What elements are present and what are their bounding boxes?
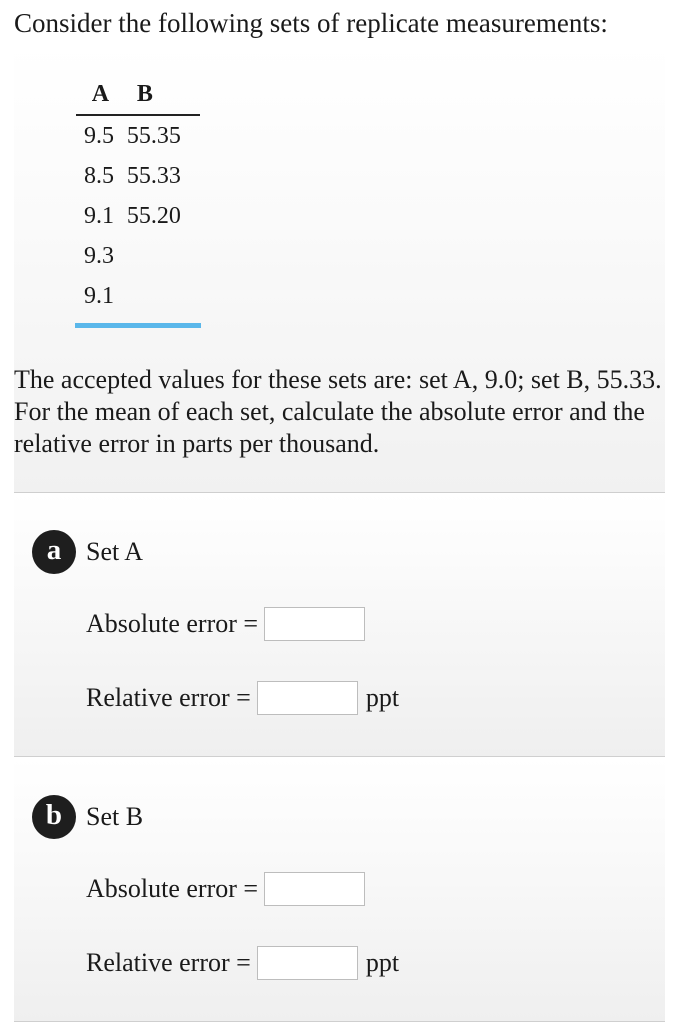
column-header-a: A bbox=[76, 74, 123, 115]
question-text: The accepted values for these sets are: set A, 9.0; set B, 55.33. For the mean of each set, calculate the absolute error and the relative error in parts per thousand. bbox=[14, 365, 662, 458]
table-cell: 9.5 bbox=[84, 122, 114, 149]
table-cell: 9.3 bbox=[84, 242, 114, 269]
measurements-table bbox=[76, 74, 200, 316]
part-b-title: Set B bbox=[86, 802, 144, 831]
part-a-badge: a bbox=[32, 530, 76, 574]
table-cell: 55.35 bbox=[126, 122, 181, 149]
part-a-relative-row bbox=[86, 679, 399, 715]
part-a-relative-error-input[interactable] bbox=[257, 681, 358, 715]
table-bottom-rule bbox=[75, 323, 201, 328]
table-cell: 9.1 bbox=[84, 202, 114, 229]
part-a-title: Set A bbox=[86, 537, 144, 566]
table-row bbox=[76, 196, 200, 236]
absolute-error-label: Absolute error = bbox=[86, 874, 259, 904]
table-cell: 55.20 bbox=[126, 202, 181, 229]
part-b-relative-error-input[interactable] bbox=[257, 946, 358, 980]
problem-statement-panel bbox=[14, 44, 665, 493]
part-b-absolute-error-input[interactable] bbox=[264, 872, 365, 906]
table-cell: 55.33 bbox=[126, 162, 181, 189]
part-a-panel bbox=[14, 493, 665, 757]
part-b-absolute-row bbox=[86, 870, 365, 906]
table-cell: 9.1 bbox=[84, 282, 114, 309]
absolute-error-label: Absolute error = bbox=[86, 609, 259, 639]
column-header-b: B bbox=[123, 74, 200, 115]
relative-error-label: Relative error = bbox=[86, 683, 251, 713]
relative-error-label: Relative error = bbox=[86, 948, 251, 978]
ppt-unit-label: ppt bbox=[365, 683, 400, 713]
table-row bbox=[76, 236, 200, 276]
part-a-absolute-row bbox=[86, 605, 365, 641]
part-b-relative-row bbox=[86, 944, 399, 980]
part-b-badge: b bbox=[32, 795, 76, 839]
table-row bbox=[76, 276, 200, 316]
part-b-panel bbox=[14, 758, 665, 1022]
table-cell bbox=[123, 236, 200, 276]
part-a-absolute-error-input[interactable] bbox=[264, 607, 365, 641]
table-row bbox=[76, 156, 200, 196]
table-cell bbox=[123, 276, 200, 316]
table-cell: 8.5 bbox=[84, 162, 114, 189]
problem-intro: Consider the following sets of replicate measurements: bbox=[14, 8, 608, 38]
table-header-row bbox=[76, 74, 200, 115]
table-row bbox=[76, 115, 200, 156]
ppt-unit-label: ppt bbox=[365, 948, 400, 978]
